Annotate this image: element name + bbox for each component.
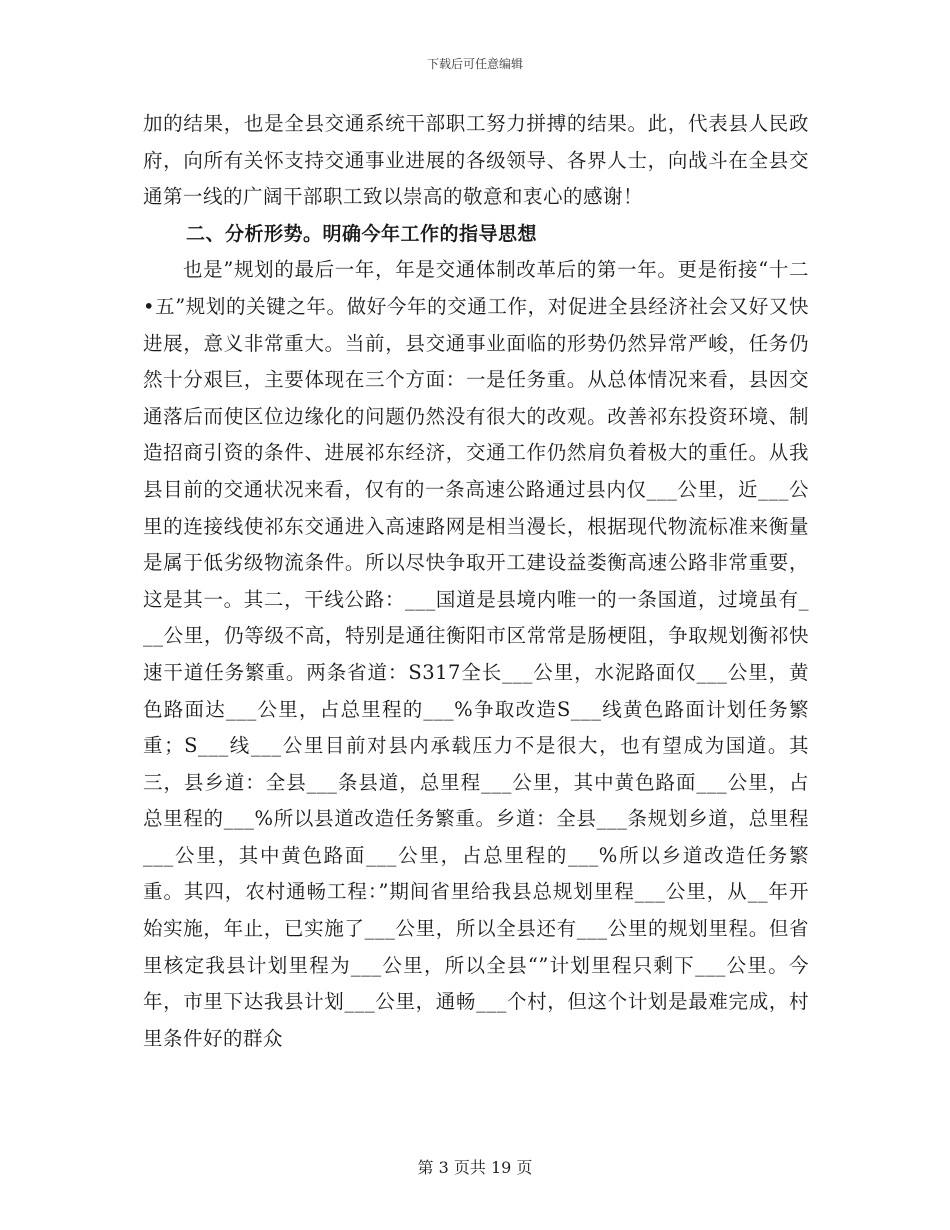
paragraph-situation-analysis: 也是”规划的最后一年，年是交通体制改革后的第一年。更是衔接“十二•五”规划的关键之年。做好今年的交通工作，对促进全县经济社会又好又快进展，意义非常重大。当前，县交通事业面临的形势仍然异常严峻，任务仍然十分艰巨，主要体现在三个方面：一是任务重。从总体情况来看，县因交通落后而使区位边缘化的问题仍然没有很大的改观。改善祁东投资环境、制造招商引资的条件、进展祁东经济，交通工作仍然肩负着极大的重任。从我县目前的交通状况来看，仅有的一条高速公路通过县内仅___公里，近___公里的连接线使祁东交通进入高速路网是相当漫长，根据现代物流标准来衡量是属于低劣级物流条件。所以尽快争取开工建设益娄衡高速公路非常重要，这是其一。其二，干线公路：___国道是县境内唯一的一条国道，过境虽有___公里，仍等级不高，特别是通往衡阳市区常常是肠梗阻，争取规划衡祁快速干道任务繁重。两条省道：S317全长___公里，水泥路面仅___公里，黄色路面达___公里，占总里程的___%争取改造S___线黄色路面计划任务繁重；S___线___公里目前对县内承载压力不是很大，也有望成为国道。其三，县乡道：全县___条县道，总里程___公里，其中黄色路面___公里，占总里程的___%所以县道改造任务繁重。乡道：全县___条规划乡道，总里程___公里，其中黄色路面___公里，占总里程的___%所以乡道改造任务繁重。其四，农村通畅工程：”期间省里给我县总规划里程___公里，从__年开始实施，年止，已实施了___公里，所以全县还有___公里的规划里程。但省里核定我县计划里程为___公里，所以全县“”计划里程只剩下___公里。今年，市里下达我县计划___公里，通畅___个村，但这个计划是最难完成，村里条件好的群众: [143, 258, 809, 1050]
document-body: [143, 106, 809, 1057]
paragraph-gratitude: 加的结果，也是全县交通系统干部职工努力拼搏的结果。此，代表县人民政府，向所有关怀支持交通事业进展的各级领导、各界人士，向战斗在全县交通第一线的广阔干部职工致以崇高的敬意和衷心的感谢！: [143, 112, 809, 209]
page-number: 第 3 页共 19 页: [417, 1158, 533, 1177]
page-header: 下载后可任意编辑: [426, 57, 523, 71]
section-heading: 二、分析形势。明确今年工作的指导思想: [186, 222, 538, 245]
